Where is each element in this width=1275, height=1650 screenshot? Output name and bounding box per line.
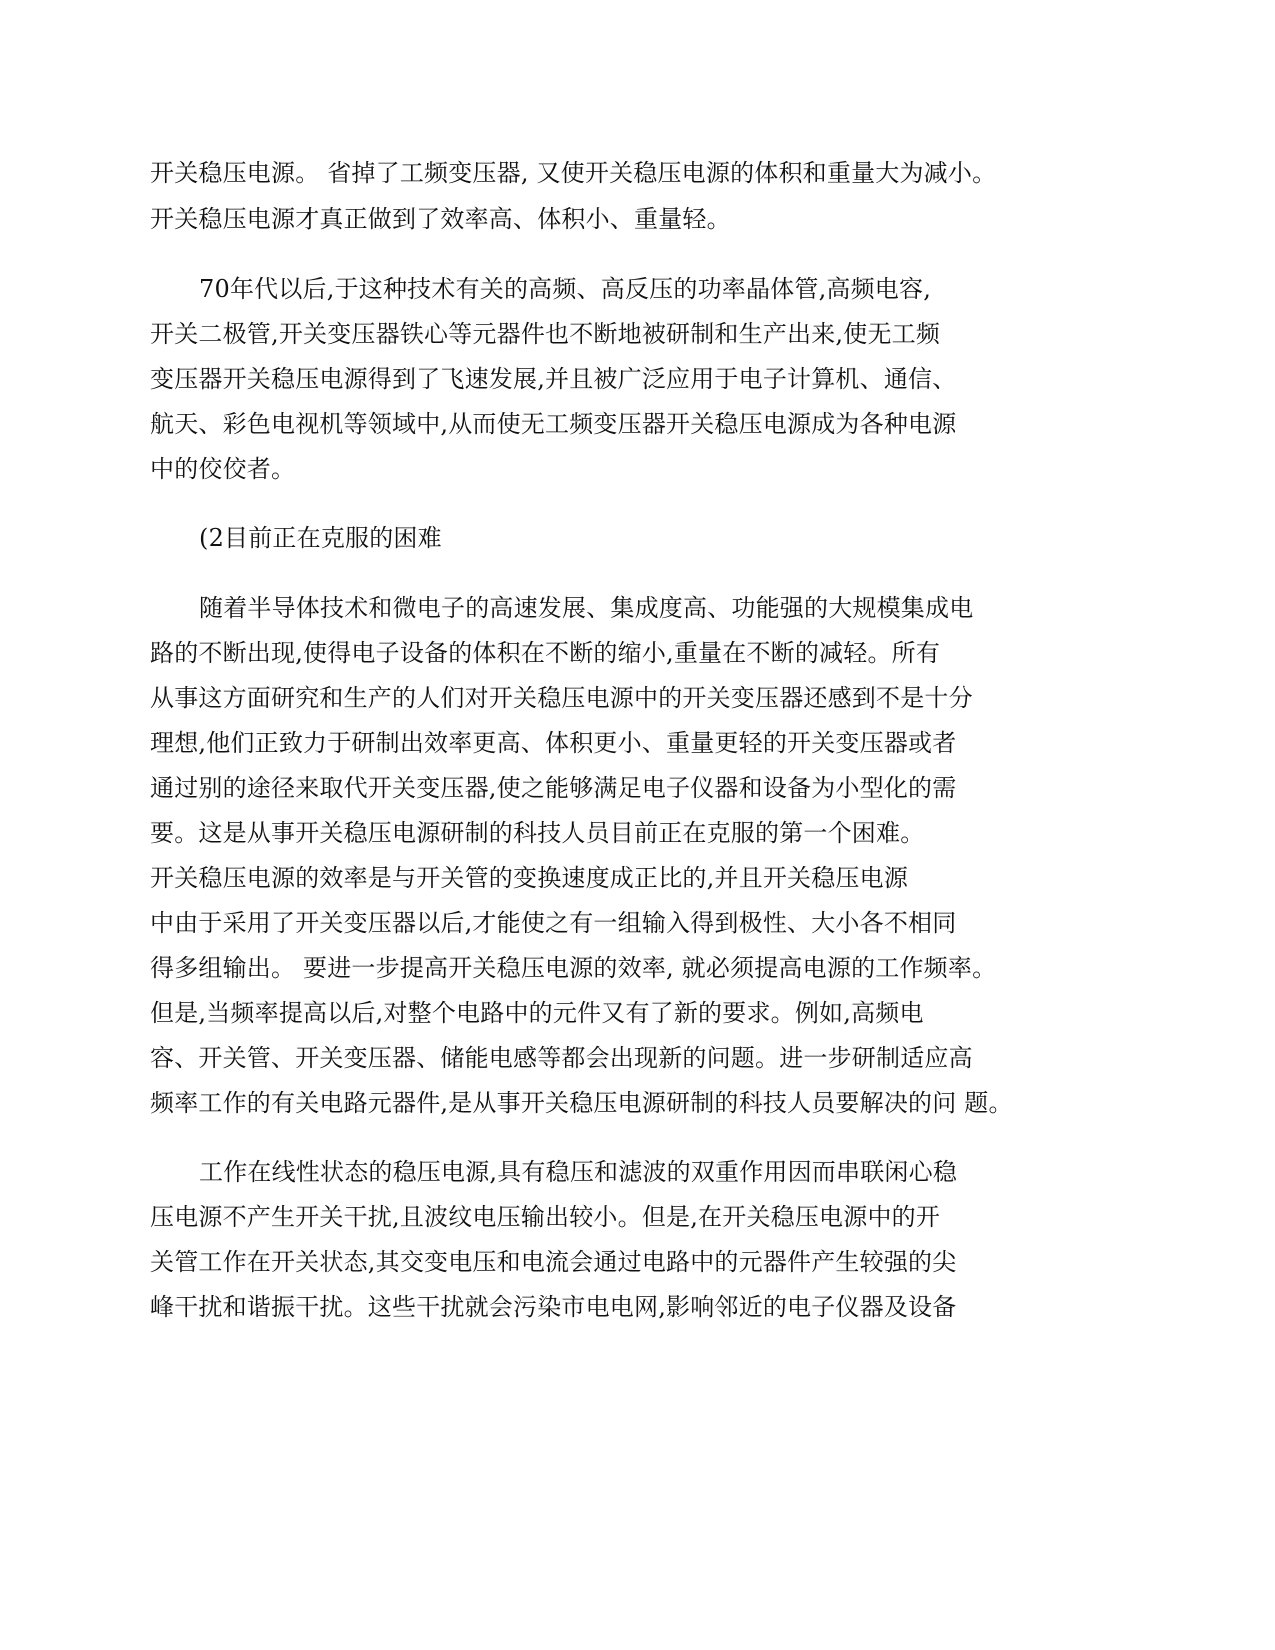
text-line: 航天、彩色电视机等领域中,从而使无工频变压器开关稳压电源成为各种电源: [150, 410, 957, 438]
text-line: 开关二极管,开关变压器铁心等元器件也不断地被研制和生产出来,使无工频: [150, 320, 941, 348]
paragraph-first-line: 随着半导体技术和微电子的高速发展、集成度高、功能强的大规模集成电: [199, 594, 974, 622]
text-line: 开关稳压电源才真正做到了效率高、体积小、重量轻。: [150, 205, 731, 233]
text-line: 容、开关管、开关变压器、储能电感等都会出现新的问题。进一步研制适应高: [150, 1044, 973, 1072]
text-line: 中的佼佼者。: [150, 455, 296, 483]
section-heading: (2目前正在克服的困难: [199, 524, 442, 552]
text-line: 得多组输出。 要进一步提高开关稳压电源的效率, 就必须提高电源的工作频率。: [150, 954, 997, 982]
text-line: 从事这方面研究和生产的人们对开关稳压电源中的开关变压器还感到不是十分: [150, 684, 973, 712]
text-line: 开关稳压电源。 省掉了工频变压器, 又使开关稳压电源的体积和重量大为减小。: [150, 159, 997, 187]
text-line: 变压器开关稳压电源得到了飞速发展,并且被广泛应用于电子计算机、通信、: [150, 365, 957, 393]
text-line: 峰干扰和谐振干扰。这些干扰就会污染市电电网,影响邻近的电子仪器及设备: [150, 1293, 957, 1321]
text-line: 压电源不产生开关干扰,且波纹电压输出较小。但是,在开关稳压电源中的开: [150, 1203, 941, 1231]
text-line: 开关稳压电源的效率是与开关管的变换速度成正比的,并且开关稳压电源: [150, 864, 909, 892]
text-line: 关管工作在开关状态,其交变电压和电流会通过电路中的元器件产生较强的尖: [150, 1248, 957, 1276]
text-line: 但是,当频率提高以后,对整个电路中的元件又有了新的要求。例如,高频电: [150, 999, 924, 1027]
paragraph-first-line: 工作在线性状态的稳压电源,具有稳压和滤波的双重作用因而串联闲心稳: [199, 1158, 958, 1186]
paragraph-first-line: 70年代以后,于这种技术有关的高频、高反压的功率晶体管,高频电容,: [199, 275, 932, 303]
text-line: 路的不断出现,使得电子设备的体积在不断的缩小,重量在不断的减轻。所有: [150, 639, 941, 667]
text-line: 中由于采用了开关变压器以后,才能使之有一组输入得到极性、大小各不相同: [150, 909, 957, 937]
text-line: 通过别的途径来取代开关变压器,使之能够满足电子仪器和设备为小型化的需: [150, 774, 957, 802]
text-line: 要。这是从事开关稳压电源研制的科技人员目前正在克服的第一个困难。: [150, 819, 925, 847]
text-line: 频率工作的有关电路元器件,是从事开关稳压电源研制的科技人员要解决的问 题。: [150, 1089, 1013, 1117]
text-line: 理想,他们正致力于研制出效率更高、体积更小、重量更轻的开关变压器或者: [150, 729, 957, 757]
